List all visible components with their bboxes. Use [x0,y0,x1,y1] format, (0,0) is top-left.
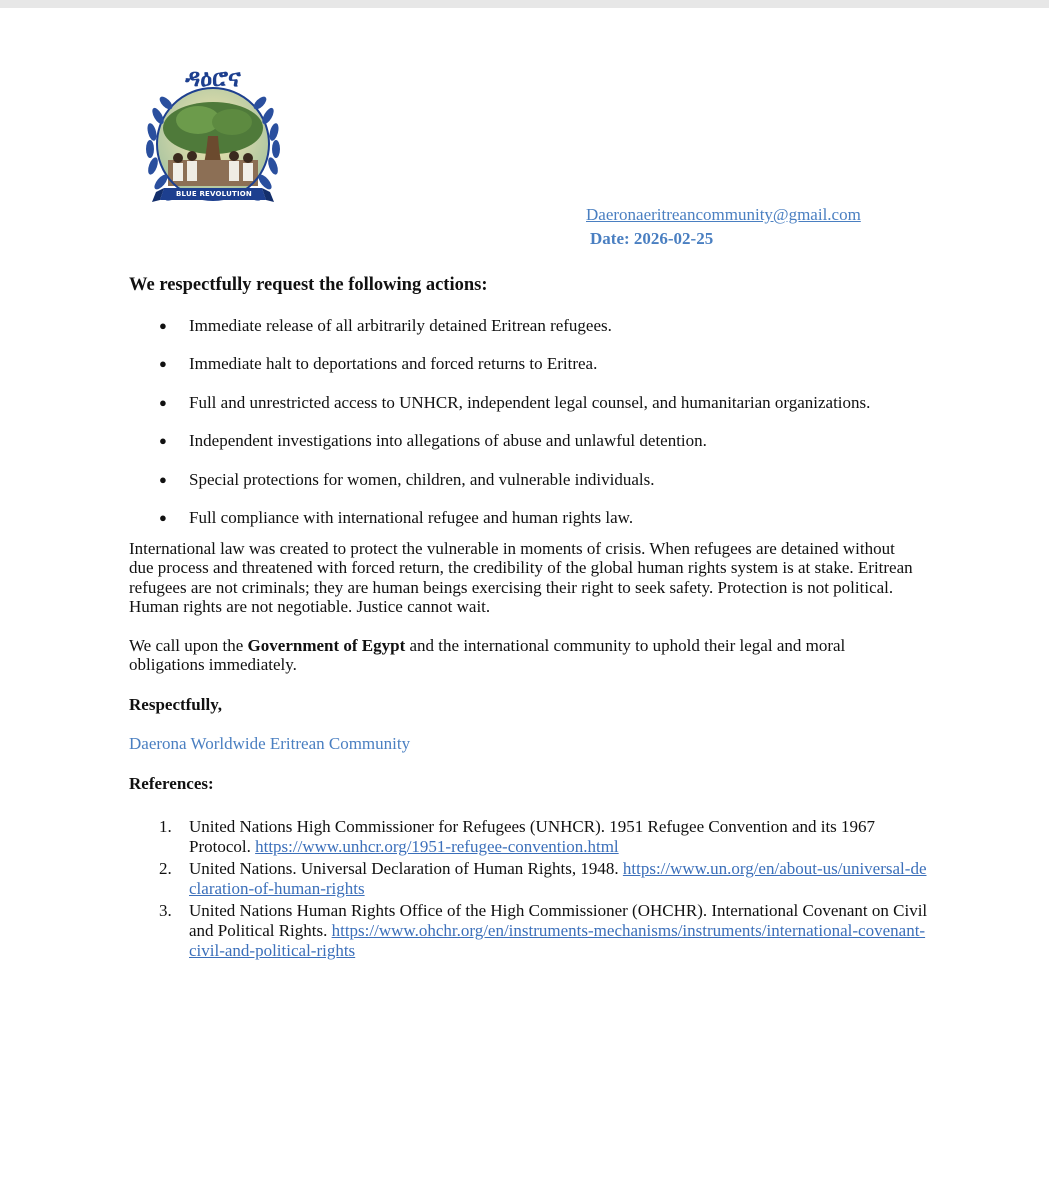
reference-number: 1. [159,817,172,836]
paragraph-international-law: International law was created to protect the vulnerable in moments of crisis. When refugees are detained without due process and threatened with forced return, the credibility of the global human rights system is at stake. Eritrean refugees are not criminals; they are human beings exercising their right to seek safety. Protection is not political. Human rights are not negotiable. Justice cannot wait. [129,538,913,616]
email-link[interactable]: Daeronaeritreancommunity@gmail.com [586,205,861,224]
bullet-icon: ● [159,356,167,371]
letter-body [129,276,929,963]
reference-link[interactable]: https://www.ohchr.org/en/instruments-mechanisms/instruments/international-covenant-civil-and-political-rights [189,921,926,960]
bullet-icon: ● [159,471,167,487]
contact-block [586,205,861,249]
bullet-icon: ● [159,394,167,410]
paragraph-text: We call upon the [129,635,248,655]
reference-link[interactable]: https://www.un.org/en/about-us/universal-declaration-of-human-rights [189,859,927,898]
logo-caption: BLUE REVOLUTION [176,190,252,198]
list-item-text: Immediate halt to deportations and forced returns to Eritrea. [189,354,598,373]
list-item [129,470,889,490]
list-item-text: Immediate release of all arbitrarily detained Eritrean refugees. [189,315,612,335]
list-item-text: Full compliance with international refugee and human rights law. [189,508,634,527]
paragraph-text: and the international community to uphold their legal and moral obligations immediately. [129,635,846,674]
government-name: Government of Egypt [247,635,406,655]
community-logo [128,56,298,221]
bullet-icon: ● [159,317,167,333]
bullet-icon: ● [159,510,167,525]
list-item [129,393,889,413]
paragraph-call-upon [129,636,919,675]
list-item-text: Special protections for women, children, and vulnerable individuals. [189,469,655,489]
reference-item [129,817,929,857]
references-heading: References: [129,773,214,793]
reference-text: United Nations High Commissioner for Refugees (UNHCR). 1951 Refugee Convention and its 1967 Protocol. [189,817,876,856]
reference-number: 3. [159,901,172,920]
actions-heading: We respectfully request the following actions: [129,275,488,295]
reference-number: 2. [159,859,172,878]
list-item [129,431,889,451]
organization-name: Daerona Worldwide Eritrean Community [129,734,411,753]
closing-salutation: Respectfully, [129,694,223,714]
document-date: Date: 2026-02-25 [590,229,714,248]
list-item [129,316,889,336]
reference-text: United Nations Human Rights Office of the High Commissioner (OHCHR). International Covenant on Civil and Political Rights. [189,901,928,940]
list-item [129,508,889,528]
logo-title: ዳዕሮና [185,64,241,92]
references-list [129,817,929,961]
bullet-icon: ● [159,433,167,448]
list-item-text: Full and unrestricted access to UNHCR, independent legal counsel, and humanitarian organizations. [189,392,871,412]
reference-text: United Nations. Universal Declaration of Human Rights, 1948. [189,859,623,878]
actions-list [129,316,929,528]
reference-item [129,901,929,961]
reference-link[interactable]: https://www.unhcr.org/1951-refugee-convention.html [255,837,619,856]
reference-item [129,859,929,899]
list-item [129,354,889,374]
list-item-text: Independent investigations into allegations of abuse and unlawful detention. [189,431,707,450]
